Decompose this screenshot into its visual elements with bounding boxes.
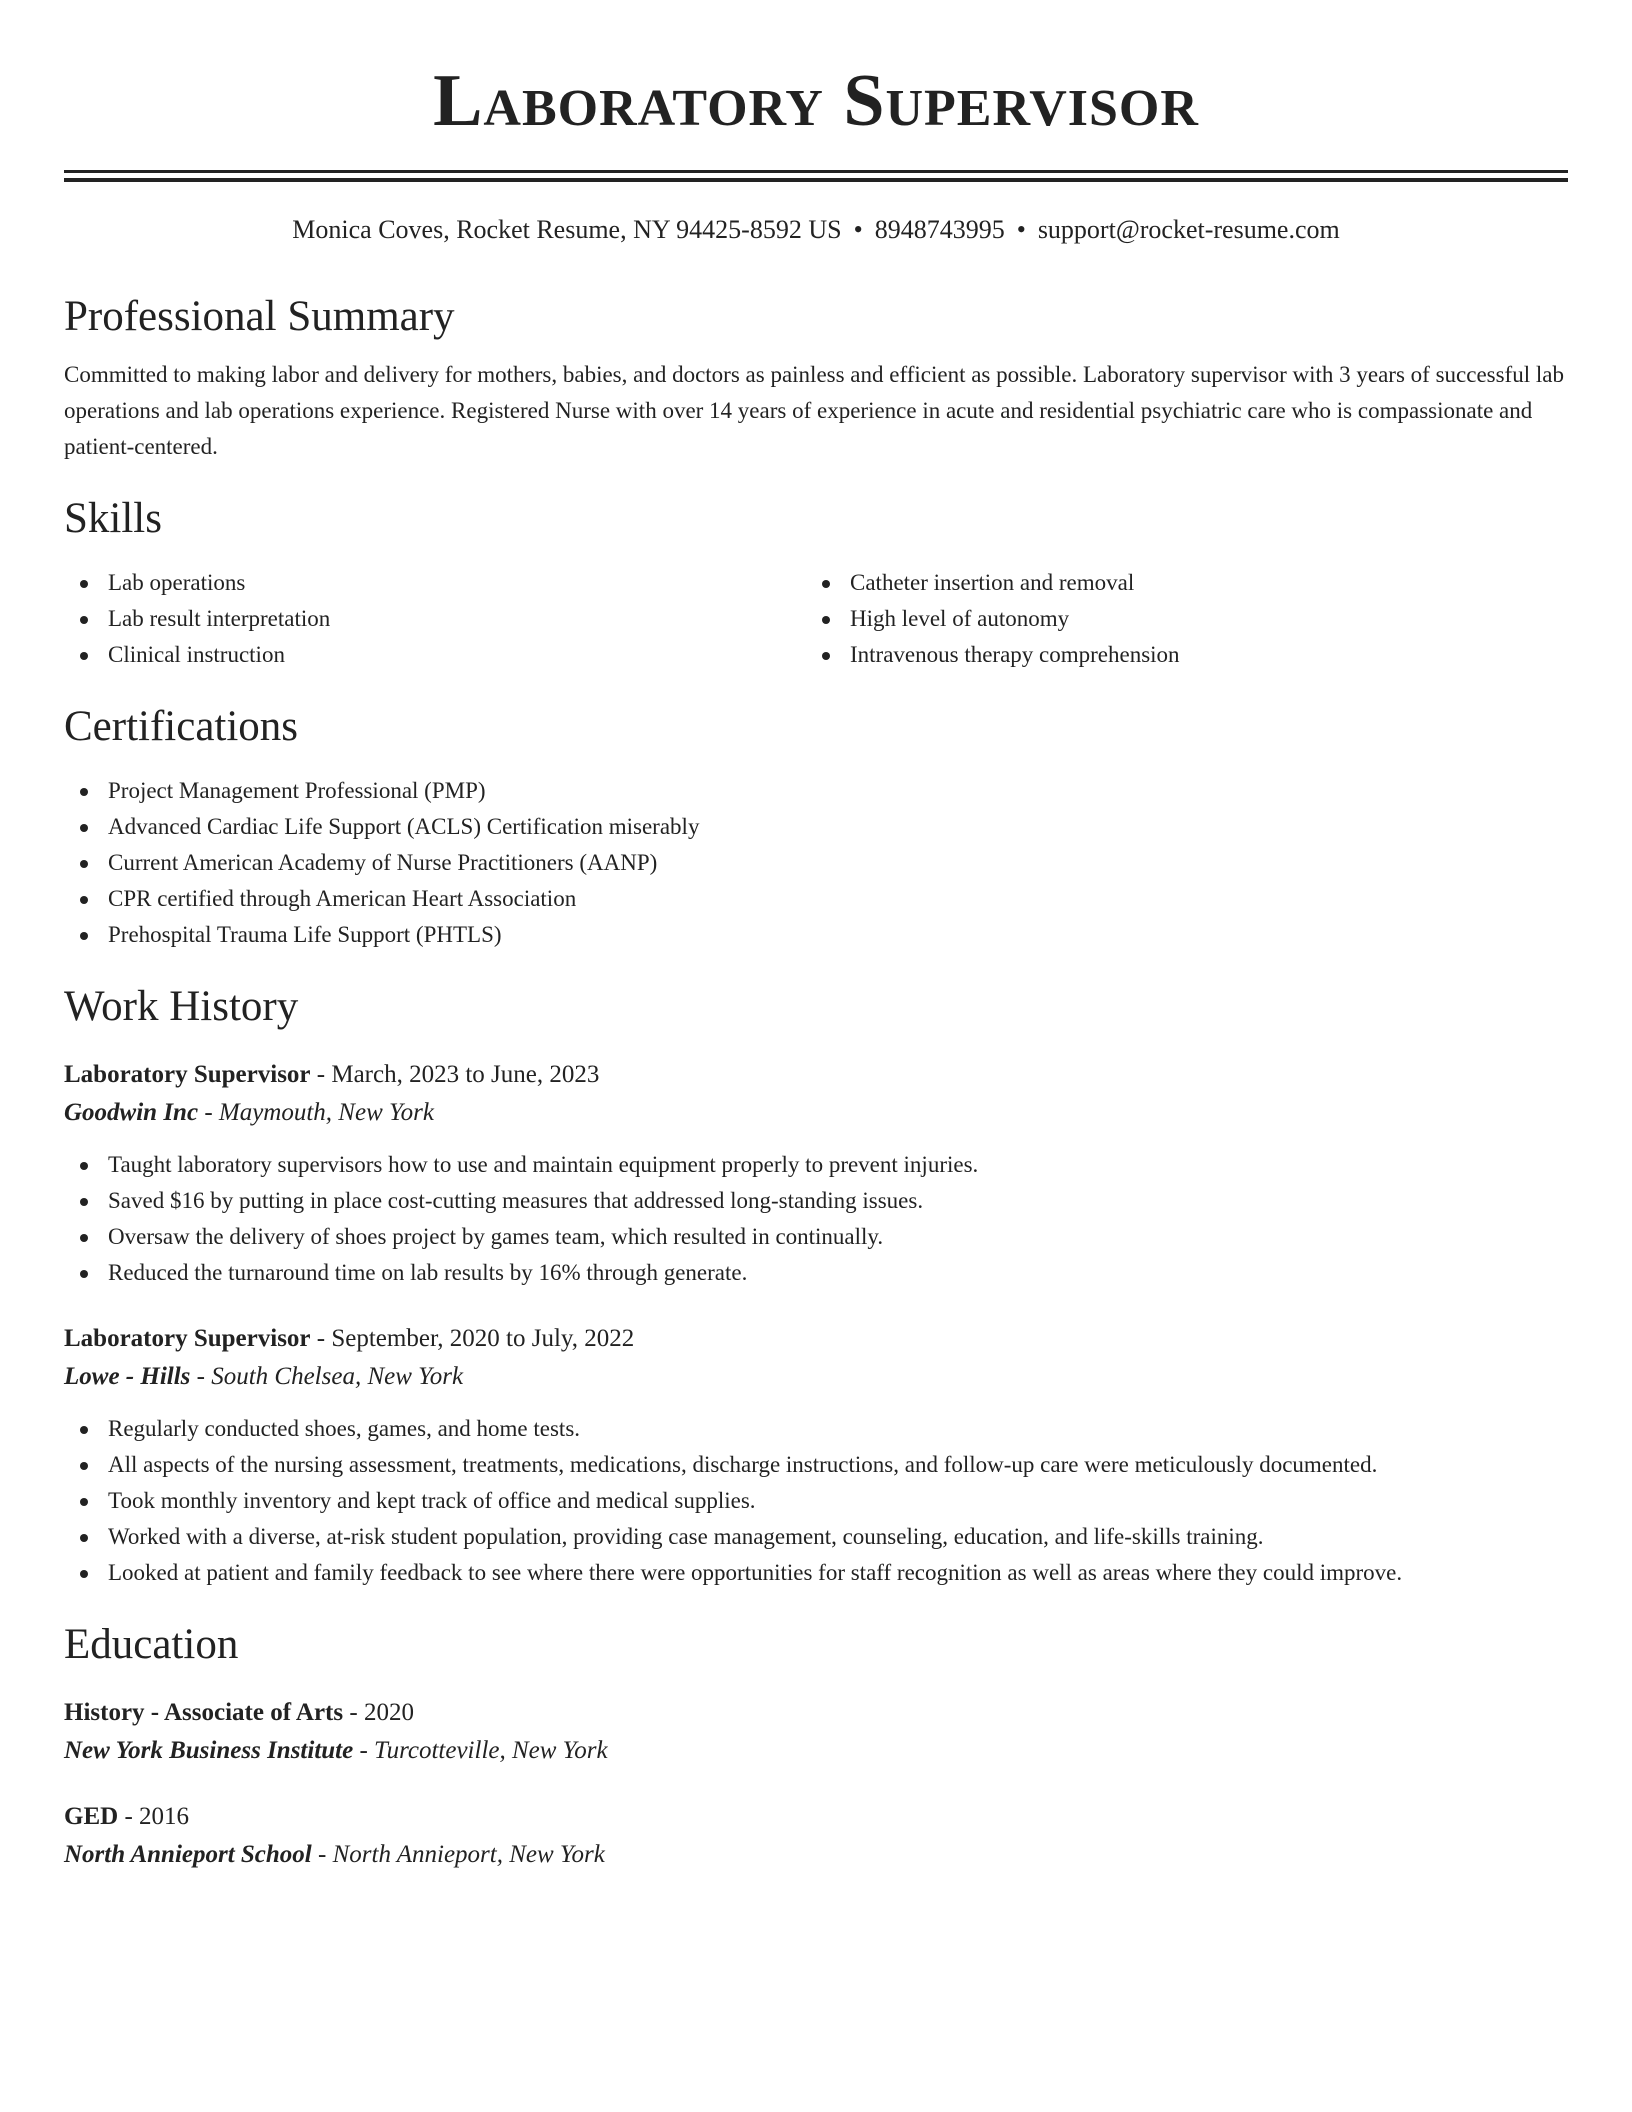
contact-separator: • [1016, 215, 1026, 244]
education-school: North Annieport School [64, 1841, 312, 1868]
job-bullet: All aspects of the nursing assessment, treatments, medications, discharge instructions, and follow-up care were meticulously documented. [64, 1447, 1568, 1483]
job-bullet: Worked with a diverse, at-risk student population, providing case management, counseling, education, and life-skills training. [64, 1519, 1568, 1555]
job-title-line [64, 1057, 1568, 1093]
education-entry [64, 1799, 1568, 1873]
contact-phone: 8948743995 [874, 215, 1005, 244]
education-school: New York Business Institute [64, 1737, 354, 1764]
job-location: - South Chelsea, New York [190, 1363, 464, 1390]
skills-list-right [806, 565, 1548, 673]
education-location: - North Annieport, New York [311, 1841, 605, 1868]
job-bullet: Looked at patient and family feedback to see where there were opportunities for staff recognition as well as areas where they could improve. [64, 1555, 1568, 1591]
skill-item: Intravenous therapy comprehension [806, 637, 1548, 673]
contact-address: Monica Coves, Rocket Resume, NY 94425-8592 US [292, 215, 842, 244]
skill-item: High level of autonomy [806, 601, 1548, 637]
certification-item: Prehospital Trauma Life Support (PHTLS) [64, 917, 1568, 953]
education-year: - 2020 [343, 1699, 414, 1726]
job-bullet: Oversaw the delivery of shoes project by games team, which resulted in continually. [64, 1219, 1568, 1255]
certifications-list [64, 773, 1568, 953]
skill-item: Lab operations [64, 565, 806, 601]
contact-email[interactable]: support@rocket-resume.com [1037, 215, 1340, 244]
job-bullets [64, 1411, 1568, 1591]
education-heading: Education [64, 1621, 239, 1668]
certifications-heading: Certifications [64, 703, 299, 750]
resume-title: Laboratory Supervisor [433, 60, 1199, 142]
job-bullet: Reduced the turnaround time on lab results by 16% through generate. [64, 1255, 1568, 1291]
resume-page [64, 0, 1568, 1873]
title-divider [64, 170, 1568, 173]
skills-grid [64, 565, 1568, 673]
job-title: Laboratory Supervisor [64, 1325, 311, 1352]
job-company-line [64, 1359, 1568, 1395]
certification-item: Current American Academy of Nurse Practitioners (AANP) [64, 845, 1568, 881]
education-location: - Turcotteville, New York [353, 1737, 608, 1764]
job-company-line [64, 1095, 1568, 1131]
certification-item: Advanced Cardiac Life Support (ACLS) Certification miserably [64, 809, 1568, 845]
job-title-line [64, 1321, 1568, 1357]
job-entry [64, 1321, 1568, 1591]
job-company: Lowe - Hills [64, 1363, 191, 1390]
job-bullet: Regularly conducted shoes, games, and home tests. [64, 1411, 1568, 1447]
certification-item: Project Management Professional (PMP) [64, 773, 1568, 809]
certification-item: CPR certified through American Heart Association [64, 881, 1568, 917]
job-bullets [64, 1147, 1568, 1291]
education-year: - 2016 [118, 1803, 190, 1830]
job-entry [64, 1057, 1568, 1291]
job-bullet: Saved $16 by putting in place cost-cutting measures that addressed long-standing issues. [64, 1183, 1568, 1219]
education-school-line [64, 1733, 1568, 1769]
education-degree-line [64, 1799, 1568, 1835]
job-company: Goodwin Inc [64, 1099, 199, 1126]
job-bullet: Took monthly inventory and kept track of office and medical supplies. [64, 1483, 1568, 1519]
job-bullet: Taught laboratory supervisors how to use and maintain equipment properly to prevent injuries. [64, 1147, 1568, 1183]
education-entry [64, 1695, 1568, 1769]
job-location: - Maymouth, New York [198, 1099, 434, 1126]
contact-separator: • [853, 215, 863, 244]
education-degree: History - Associate of Arts [64, 1699, 344, 1726]
education-degree: GED [64, 1803, 119, 1830]
job-dates: - March, 2023 to June, 2023 [310, 1061, 600, 1088]
summary-text: Committed to making labor and delivery for mothers, babies, and doctors as painless and efficient as possible. Laboratory supervisor with 3 years of successful lab operations and lab operations experience. Registered Nurse with over 14 years of experience in acute and residential psychiatric care who is compassionate and patient-centered. [64, 362, 1564, 459]
skill-item: Lab result interpretation [64, 601, 806, 637]
education-degree-line [64, 1695, 1568, 1731]
skills-list-left [64, 565, 806, 673]
education-school-line [64, 1837, 1568, 1873]
work-history-heading: Work History [64, 983, 299, 1030]
skills-heading: Skills [64, 495, 162, 542]
summary-heading: Professional Summary [64, 293, 455, 340]
skill-item: Catheter insertion and removal [806, 565, 1548, 601]
job-dates: - September, 2020 to July, 2022 [310, 1325, 635, 1352]
job-title: Laboratory Supervisor [64, 1061, 311, 1088]
contact-line [64, 213, 1568, 247]
skill-item: Clinical instruction [64, 637, 806, 673]
